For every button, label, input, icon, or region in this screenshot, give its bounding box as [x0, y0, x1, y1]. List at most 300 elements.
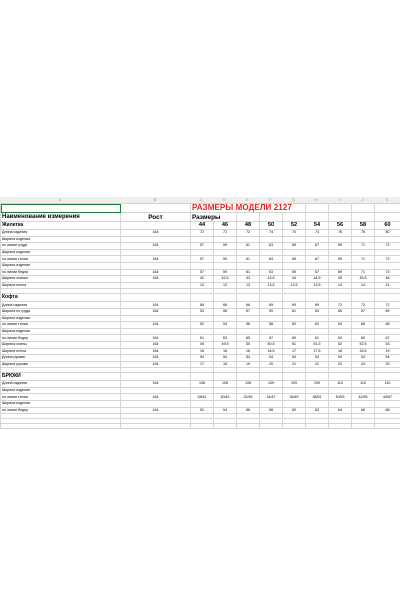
- value-cell[interactable]: [375, 236, 400, 243]
- value-cell[interactable]: 69: [329, 269, 352, 276]
- value-cell[interactable]: 65: [329, 308, 352, 315]
- row-label[interactable]: Длина изделия: [1, 302, 121, 309]
- value-cell[interactable]: 67: [375, 335, 400, 342]
- value-cell[interactable]: [329, 315, 352, 322]
- value-cell[interactable]: 72: [214, 230, 237, 237]
- value-cell[interactable]: 19: [375, 348, 400, 355]
- row-height[interactable]: 164: [121, 308, 191, 315]
- row-label[interactable]: Ширина изделия: [1, 401, 121, 408]
- value-cell[interactable]: [260, 249, 283, 256]
- value-cell[interactable]: 44/57: [375, 394, 400, 401]
- value-cell[interactable]: [260, 315, 283, 322]
- value-cell[interactable]: 67: [352, 308, 375, 315]
- value-cell[interactable]: [329, 249, 352, 256]
- row-height[interactable]: 164: [121, 322, 191, 329]
- value-cell[interactable]: 61: [283, 308, 306, 315]
- value-cell[interactable]: 108: [214, 381, 237, 388]
- value-cell[interactable]: 45.5: [352, 276, 375, 283]
- value-cell[interactable]: 76: [329, 230, 352, 237]
- value-cell[interactable]: [352, 387, 375, 394]
- value-cell[interactable]: 59: [260, 308, 283, 315]
- value-cell[interactable]: 80: [375, 230, 400, 237]
- value-cell[interactable]: 16: [191, 348, 214, 355]
- value-cell[interactable]: 66: [352, 407, 375, 414]
- cell[interactable]: [375, 213, 400, 222]
- cell[interactable]: [375, 294, 400, 302]
- value-cell[interactable]: 66: [237, 302, 260, 309]
- cell[interactable]: [121, 294, 191, 302]
- column-letter-a[interactable]: A: [58, 198, 62, 202]
- size-header-cell[interactable]: 56: [329, 222, 352, 230]
- column-letter-f[interactable]: F: [269, 198, 272, 202]
- value-cell[interactable]: 72: [352, 302, 375, 309]
- row-label[interactable]: Ширина спины: [1, 341, 121, 348]
- value-cell[interactable]: [306, 262, 329, 269]
- value-cell[interactable]: 57: [191, 243, 214, 250]
- value-cell[interactable]: 57: [191, 269, 214, 276]
- column-letter-c[interactable]: C: [200, 198, 203, 202]
- value-cell[interactable]: 59: [214, 256, 237, 263]
- value-cell[interactable]: 67: [306, 243, 329, 250]
- row-label[interactable]: Ширина изделия: [1, 387, 121, 394]
- value-cell[interactable]: 53: [191, 308, 214, 315]
- cell[interactable]: [260, 373, 283, 381]
- value-cell[interactable]: 13.5: [260, 282, 283, 289]
- cell[interactable]: [352, 424, 375, 429]
- value-cell[interactable]: 22: [306, 361, 329, 368]
- value-cell[interactable]: 42/55: [352, 394, 375, 401]
- row-height[interactable]: 164: [121, 302, 191, 309]
- value-cell[interactable]: [237, 328, 260, 335]
- value-cell[interactable]: 61: [191, 335, 214, 342]
- row-height[interactable]: [121, 262, 191, 269]
- value-cell[interactable]: [191, 262, 214, 269]
- row-height[interactable]: 164: [121, 243, 191, 250]
- cell[interactable]: [352, 294, 375, 302]
- value-cell[interactable]: 58: [260, 407, 283, 414]
- value-cell[interactable]: [214, 328, 237, 335]
- value-cell[interactable]: [237, 401, 260, 408]
- row-height[interactable]: 164: [121, 394, 191, 401]
- row-height[interactable]: 164: [121, 355, 191, 362]
- value-cell[interactable]: 60: [283, 407, 306, 414]
- row-height[interactable]: 164: [121, 381, 191, 388]
- value-cell[interactable]: 17.5: [306, 348, 329, 355]
- cell[interactable]: [306, 204, 329, 213]
- value-cell[interactable]: 71: [352, 243, 375, 250]
- value-cell[interactable]: [375, 315, 400, 322]
- value-cell[interactable]: 65: [237, 335, 260, 342]
- value-cell[interactable]: 54: [329, 355, 352, 362]
- cell[interactable]: [329, 213, 352, 222]
- value-cell[interactable]: 110: [375, 381, 400, 388]
- value-cell[interactable]: [214, 262, 237, 269]
- row-height[interactable]: 164: [121, 348, 191, 355]
- row-height[interactable]: 164: [121, 361, 191, 368]
- value-cell[interactable]: [352, 249, 375, 256]
- value-cell[interactable]: 108: [237, 381, 260, 388]
- row-label[interactable]: Ширина изделия: [1, 249, 121, 256]
- value-cell[interactable]: [375, 262, 400, 269]
- value-cell[interactable]: [352, 262, 375, 269]
- value-cell[interactable]: [329, 328, 352, 335]
- value-cell[interactable]: 18: [214, 361, 237, 368]
- value-cell[interactable]: [260, 387, 283, 394]
- value-cell[interactable]: [237, 315, 260, 322]
- cell[interactable]: [237, 373, 260, 381]
- value-cell[interactable]: [214, 401, 237, 408]
- cell[interactable]: [329, 424, 352, 429]
- row-label[interactable]: по линии бедер: [1, 269, 121, 276]
- size-header-cell[interactable]: 52: [283, 222, 306, 230]
- value-cell[interactable]: 56: [237, 322, 260, 329]
- value-cell[interactable]: 45: [329, 276, 352, 283]
- value-cell[interactable]: 18.5: [352, 348, 375, 355]
- value-cell[interactable]: 66: [191, 302, 214, 309]
- value-cell[interactable]: 34/47: [260, 394, 283, 401]
- value-cell[interactable]: 69: [283, 302, 306, 309]
- value-cell[interactable]: 54: [260, 355, 283, 362]
- cell[interactable]: [214, 373, 237, 381]
- value-cell[interactable]: 62: [306, 407, 329, 414]
- value-cell[interactable]: 54: [237, 355, 260, 362]
- row-height[interactable]: 164: [121, 341, 191, 348]
- column-letter-k[interactable]: K: [385, 198, 389, 202]
- value-cell[interactable]: 65: [283, 243, 306, 250]
- value-cell[interactable]: 56: [237, 407, 260, 414]
- value-cell[interactable]: 108: [191, 381, 214, 388]
- value-cell[interactable]: [375, 387, 400, 394]
- value-cell[interactable]: 49.5: [214, 341, 237, 348]
- value-cell[interactable]: 14: [352, 282, 375, 289]
- value-cell[interactable]: [191, 387, 214, 394]
- row-label[interactable]: Длина изделия: [1, 230, 121, 237]
- value-cell[interactable]: 72: [191, 230, 214, 237]
- value-cell[interactable]: 69: [306, 302, 329, 309]
- cell[interactable]: [191, 373, 214, 381]
- column-letter-d[interactable]: D: [223, 198, 226, 202]
- value-cell[interactable]: 51.5: [306, 341, 329, 348]
- value-cell[interactable]: 63: [214, 335, 237, 342]
- value-cell[interactable]: 55: [214, 308, 237, 315]
- cell[interactable]: [283, 373, 306, 381]
- value-cell[interactable]: [191, 401, 214, 408]
- value-cell[interactable]: 61: [306, 335, 329, 342]
- value-cell[interactable]: [283, 328, 306, 335]
- row-label[interactable]: Длина изделия: [1, 381, 121, 388]
- cell[interactable]: [237, 424, 260, 429]
- value-cell[interactable]: 52: [191, 322, 214, 329]
- value-cell[interactable]: 13: [191, 282, 214, 289]
- cell[interactable]: [121, 373, 191, 381]
- value-cell[interactable]: 18: [329, 348, 352, 355]
- value-cell[interactable]: 54: [214, 322, 237, 329]
- row-label[interactable]: Ширина изделия: [1, 315, 121, 322]
- row-height[interactable]: [121, 387, 191, 394]
- cell[interactable]: [329, 373, 352, 381]
- value-cell[interactable]: 64: [329, 407, 352, 414]
- value-cell[interactable]: 13.5: [283, 282, 306, 289]
- value-cell[interactable]: [191, 249, 214, 256]
- row-label[interactable]: Ширина плеча: [1, 282, 121, 289]
- value-cell[interactable]: 72: [375, 302, 400, 309]
- value-cell[interactable]: 68: [375, 322, 400, 329]
- value-cell[interactable]: 54: [306, 355, 329, 362]
- value-cell[interactable]: [237, 387, 260, 394]
- value-cell[interactable]: [375, 328, 400, 335]
- value-cell[interactable]: [375, 249, 400, 256]
- value-cell[interactable]: [191, 328, 214, 335]
- value-cell[interactable]: 30/43: [214, 394, 237, 401]
- value-cell[interactable]: [329, 236, 352, 243]
- value-cell[interactable]: [237, 249, 260, 256]
- value-cell[interactable]: 63: [260, 269, 283, 276]
- value-cell[interactable]: 65: [352, 335, 375, 342]
- value-cell[interactable]: 109: [260, 381, 283, 388]
- value-cell[interactable]: 20: [260, 361, 283, 368]
- value-cell[interactable]: [191, 315, 214, 322]
- sizes-header[interactable]: Размеры: [191, 213, 237, 222]
- value-cell[interactable]: 24: [352, 361, 375, 368]
- size-header-cell[interactable]: 50: [260, 222, 283, 230]
- cell[interactable]: [121, 222, 191, 230]
- value-cell[interactable]: 59: [214, 243, 237, 250]
- cell[interactable]: [329, 294, 352, 302]
- cell[interactable]: [191, 424, 214, 429]
- value-cell[interactable]: 42: [191, 276, 214, 283]
- value-cell[interactable]: 52.5: [352, 341, 375, 348]
- row-height[interactable]: [121, 315, 191, 322]
- measure-header[interactable]: Наименование измерения: [1, 213, 121, 222]
- cell[interactable]: [191, 294, 214, 302]
- value-cell[interactable]: 59: [214, 269, 237, 276]
- value-cell[interactable]: 44: [283, 276, 306, 283]
- value-cell[interactable]: [329, 401, 352, 408]
- value-cell[interactable]: [260, 328, 283, 335]
- value-cell[interactable]: 69: [329, 243, 352, 250]
- value-cell[interactable]: 57: [237, 308, 260, 315]
- row-label[interactable]: Ширина изделия: [1, 328, 121, 335]
- row-height[interactable]: 164: [121, 269, 191, 276]
- value-cell[interactable]: 16.5: [260, 348, 283, 355]
- value-cell[interactable]: [260, 262, 283, 269]
- value-cell[interactable]: [283, 401, 306, 408]
- cell[interactable]: [306, 373, 329, 381]
- row-label[interactable]: по линии талии: [1, 394, 121, 401]
- value-cell[interactable]: 54: [191, 355, 214, 362]
- cell[interactable]: [375, 204, 400, 213]
- value-cell[interactable]: 66: [352, 322, 375, 329]
- value-cell[interactable]: [306, 249, 329, 256]
- value-cell[interactable]: [329, 387, 352, 394]
- row-height[interactable]: [121, 401, 191, 408]
- value-cell[interactable]: 109: [283, 381, 306, 388]
- cell[interactable]: [237, 294, 260, 302]
- size-header-cell[interactable]: 44: [191, 222, 214, 230]
- value-cell[interactable]: 67: [306, 269, 329, 276]
- value-cell[interactable]: 42.5: [214, 276, 237, 283]
- value-cell[interactable]: 52: [329, 341, 352, 348]
- value-cell[interactable]: 65: [283, 256, 306, 263]
- value-cell[interactable]: 54: [214, 407, 237, 414]
- value-cell[interactable]: [329, 262, 352, 269]
- value-cell[interactable]: [237, 262, 260, 269]
- model-title[interactable]: РАЗМЕРЫ МОДЕЛИ 2127: [191, 204, 306, 213]
- value-cell[interactable]: 110: [329, 381, 352, 388]
- row-height[interactable]: [121, 282, 191, 289]
- value-cell[interactable]: [283, 262, 306, 269]
- section-title[interactable]: БРЮКИ: [1, 373, 121, 381]
- cell[interactable]: [121, 424, 191, 429]
- value-cell[interactable]: 13: [237, 282, 260, 289]
- value-cell[interactable]: 63: [260, 256, 283, 263]
- cell[interactable]: [306, 424, 329, 429]
- cell[interactable]: [352, 213, 375, 222]
- row-height[interactable]: 164: [121, 230, 191, 237]
- row-height[interactable]: [121, 328, 191, 335]
- value-cell[interactable]: [306, 315, 329, 322]
- value-cell[interactable]: 54: [214, 355, 237, 362]
- value-cell[interactable]: [375, 401, 400, 408]
- value-cell[interactable]: [260, 401, 283, 408]
- value-cell[interactable]: 17: [191, 361, 214, 368]
- value-cell[interactable]: [306, 387, 329, 394]
- value-cell[interactable]: [352, 328, 375, 335]
- row-label[interactable]: по линии бедер: [1, 407, 121, 414]
- value-cell[interactable]: 71: [352, 269, 375, 276]
- cell[interactable]: [214, 294, 237, 302]
- cell[interactable]: [352, 204, 375, 213]
- value-cell[interactable]: 69: [375, 308, 400, 315]
- row-height[interactable]: [121, 236, 191, 243]
- selected-cell-a1[interactable]: [1, 204, 121, 213]
- row-height[interactable]: 164: [121, 276, 191, 283]
- row-label[interactable]: Ширина изделия: [1, 236, 121, 243]
- value-cell[interactable]: [237, 236, 260, 243]
- column-letter-j[interactable]: J: [361, 198, 364, 202]
- value-cell[interactable]: 14: [375, 282, 400, 289]
- cell[interactable]: [237, 213, 260, 222]
- value-cell[interactable]: 44.5: [306, 276, 329, 283]
- value-cell[interactable]: 60: [283, 322, 306, 329]
- row-label[interactable]: Ширина по груди: [1, 308, 121, 315]
- value-cell[interactable]: 51: [283, 341, 306, 348]
- value-cell[interactable]: 65: [283, 269, 306, 276]
- cell[interactable]: [260, 294, 283, 302]
- row-label[interactable]: по линии талии: [1, 322, 121, 329]
- cell[interactable]: [260, 424, 283, 429]
- value-cell[interactable]: 43.5: [260, 276, 283, 283]
- value-cell[interactable]: 67: [306, 256, 329, 263]
- value-cell[interactable]: 73: [375, 243, 400, 250]
- cell[interactable]: [375, 424, 400, 429]
- value-cell[interactable]: 73: [375, 256, 400, 263]
- cell[interactable]: [260, 213, 283, 222]
- cell[interactable]: [283, 294, 306, 302]
- value-cell[interactable]: 62: [306, 322, 329, 329]
- size-header-cell[interactable]: 48: [237, 222, 260, 230]
- row-height[interactable]: 164: [121, 407, 191, 414]
- value-cell[interactable]: 25: [375, 361, 400, 368]
- value-cell[interactable]: 28/41: [191, 394, 214, 401]
- value-cell[interactable]: 16: [214, 348, 237, 355]
- value-cell[interactable]: 74: [260, 230, 283, 237]
- cell[interactable]: [329, 204, 352, 213]
- value-cell[interactable]: 53: [375, 341, 400, 348]
- value-cell[interactable]: 61: [237, 243, 260, 250]
- value-cell[interactable]: [352, 401, 375, 408]
- size-header-cell[interactable]: 58: [352, 222, 375, 230]
- section-title[interactable]: Жилетка: [1, 222, 121, 230]
- row-label[interactable]: Ширина рукава: [1, 361, 121, 368]
- value-cell[interactable]: 63: [260, 243, 283, 250]
- value-cell[interactable]: [306, 401, 329, 408]
- value-cell[interactable]: 46: [375, 276, 400, 283]
- cell[interactable]: [352, 373, 375, 381]
- value-cell[interactable]: 74: [283, 230, 306, 237]
- value-cell[interactable]: 32/45: [237, 394, 260, 401]
- value-cell[interactable]: 66: [214, 302, 237, 309]
- cell[interactable]: [306, 294, 329, 302]
- value-cell[interactable]: 69: [283, 335, 306, 342]
- value-cell[interactable]: [306, 236, 329, 243]
- value-cell[interactable]: 50: [237, 341, 260, 348]
- value-cell[interactable]: 40/53: [329, 394, 352, 401]
- value-cell[interactable]: [352, 315, 375, 322]
- column-letter-b[interactable]: B: [153, 198, 157, 202]
- row-label[interactable]: Длина рукава: [1, 355, 121, 362]
- value-cell[interactable]: 72: [237, 230, 260, 237]
- value-cell[interactable]: 14: [329, 282, 352, 289]
- value-cell[interactable]: [214, 387, 237, 394]
- value-cell[interactable]: [352, 236, 375, 243]
- value-cell[interactable]: [191, 236, 214, 243]
- value-cell[interactable]: 61: [237, 256, 260, 263]
- cell[interactable]: [283, 213, 306, 222]
- value-cell[interactable]: 21: [283, 361, 306, 368]
- row-label[interactable]: Ширина спинки: [1, 276, 121, 283]
- row-label[interactable]: Ширина плеча: [1, 348, 121, 355]
- column-letter-h[interactable]: H: [315, 198, 318, 202]
- value-cell[interactable]: [283, 249, 306, 256]
- value-cell[interactable]: 110: [352, 381, 375, 388]
- cell[interactable]: [306, 213, 329, 222]
- cell[interactable]: [375, 373, 400, 381]
- row-label[interactable]: по линии бедер: [1, 335, 121, 342]
- column-letter-i[interactable]: I: [339, 198, 340, 202]
- row-label[interactable]: Ширина изделия: [1, 262, 121, 269]
- value-cell[interactable]: 54: [352, 355, 375, 362]
- value-cell[interactable]: 58: [260, 322, 283, 329]
- section-title[interactable]: Кофта: [1, 294, 121, 302]
- value-cell[interactable]: 17: [283, 348, 306, 355]
- row-label[interactable]: по линии талии: [1, 256, 121, 263]
- value-cell[interactable]: 69: [329, 256, 352, 263]
- value-cell[interactable]: 19: [237, 361, 260, 368]
- value-cell[interactable]: 54: [375, 355, 400, 362]
- row-height[interactable]: [121, 249, 191, 256]
- cell[interactable]: [283, 424, 306, 429]
- value-cell[interactable]: 54: [283, 355, 306, 362]
- size-header-cell[interactable]: 54: [306, 222, 329, 230]
- row-height[interactable]: 164: [121, 335, 191, 342]
- value-cell[interactable]: 71: [352, 256, 375, 263]
- value-cell[interactable]: 64: [329, 322, 352, 329]
- value-cell[interactable]: 76: [352, 230, 375, 237]
- value-cell[interactable]: 50.5: [260, 341, 283, 348]
- value-cell[interactable]: 68: [375, 407, 400, 414]
- value-cell[interactable]: 67: [260, 335, 283, 342]
